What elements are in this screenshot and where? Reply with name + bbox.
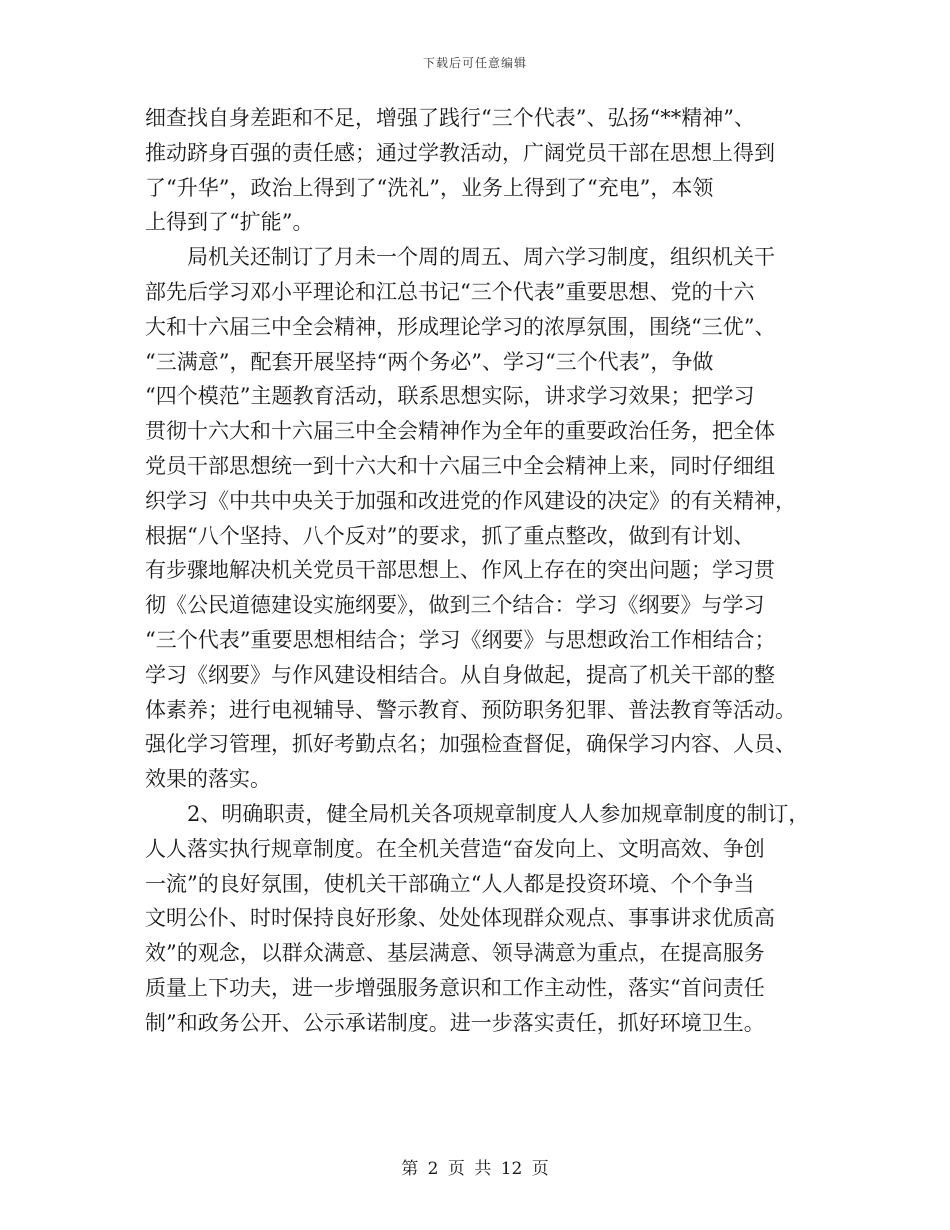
text-line: 人人落实执行规章制度。在全机关营造“奋发向上、文明高效、争创 xyxy=(145,836,765,861)
text-line: “三满意”，配套开展坚持“两个务必”、学习“三个代表”，争做 xyxy=(145,349,714,374)
document-body xyxy=(145,101,835,1041)
text-line: 制”和政务公开、公示承诺制度。进一步落实责任，抓好环境卫生。 xyxy=(145,1010,765,1035)
text-line: 有步骤地解决机关党员干部思想上、作风上存在的突出问题；学习贯 xyxy=(145,558,775,583)
text-line: 推动跻身百强的责任感；通过学教活动，广阔党员干部在思想上得到 xyxy=(145,140,775,165)
text-line: 学习《纲要》与作风建设相结合。从自身做起，提高了机关干部的整 xyxy=(145,662,775,687)
text-line: 织学习《中共中央关于加强和改进党的作风建设的决定》的有关精神， xyxy=(145,488,796,513)
text-line: 大和十六届三中全会精神，形成理论学习的浓厚氛围，围绕“三优”、 xyxy=(145,314,776,339)
page-number-footer: 第 2 页 共 12 页 xyxy=(401,1159,549,1179)
text-line: 了“升华”，政治上得到了“洗礼”，业务上得到了“充电”，本领 xyxy=(145,175,714,200)
text-line: 质量上下功夫，进一步增强服务意识和工作主动性，落实“首问责任 xyxy=(145,975,765,1000)
paragraph-start-line: 2、明确职责，健全局机关各项规章制度人人参加规章制度的制订， xyxy=(187,801,810,826)
text-line: “三个代表”重要思想相结合；学习《纲要》与思想政治工作相结合； xyxy=(145,627,776,652)
text-line: “四个模范”主题教育活动，联系思想实际，讲求学习效果；把学习 xyxy=(145,384,755,409)
text-line: 细查找自身差距和不足，增强了践行“三个代表”、弘扬“**精神”、 xyxy=(145,106,755,130)
text-line: 部先后学习邓小平理论和江总书记“三个代表”重要思想、党的十六 xyxy=(145,279,755,304)
text-line: 一流”的良好氛围，使机关干部确立“人人都是投资环境、个个争当 xyxy=(145,871,755,896)
text-line: 党员干部思想统一到十六大和十六届三中全会精神上来，同时仔细组 xyxy=(145,453,775,478)
text-line: 彻《公民道德建设实施纲要》，做到三个结合：学习《纲要》与学习 xyxy=(145,593,765,618)
text-line: 强化学习管理，抓好考勤点名；加强检查督促，确保学习内容、人员、 xyxy=(145,732,796,757)
text-line: 上得到了“扩能”。 xyxy=(145,210,314,235)
text-line: 效”的观念，以群众满意、基层满意、领导满意为重点，在提高服务 xyxy=(145,941,765,966)
text-line: 贯彻十六大和十六届三中全会精神作为全年的重要政治任务，把全体 xyxy=(145,419,775,444)
text-line: 体素养；进行电视辅导、警示教育、预防职务犯罪、普法教育等活动。 xyxy=(145,697,796,722)
page-header: 下载后可任意编辑 xyxy=(422,56,527,70)
text-line: 效果的落实。 xyxy=(145,767,271,792)
text-line: 根据“八个坚持、八个反对”的要求，抓了重点整改，做到有计划、 xyxy=(145,523,755,548)
paragraph-start-line: 局机关还制订了月未一个周的周五、周六学习制度，组织机关干 xyxy=(187,245,775,270)
text-line: 文明公仆、时时保持良好形象、处处体现群众观点、事事讲求优质高 xyxy=(145,906,775,931)
